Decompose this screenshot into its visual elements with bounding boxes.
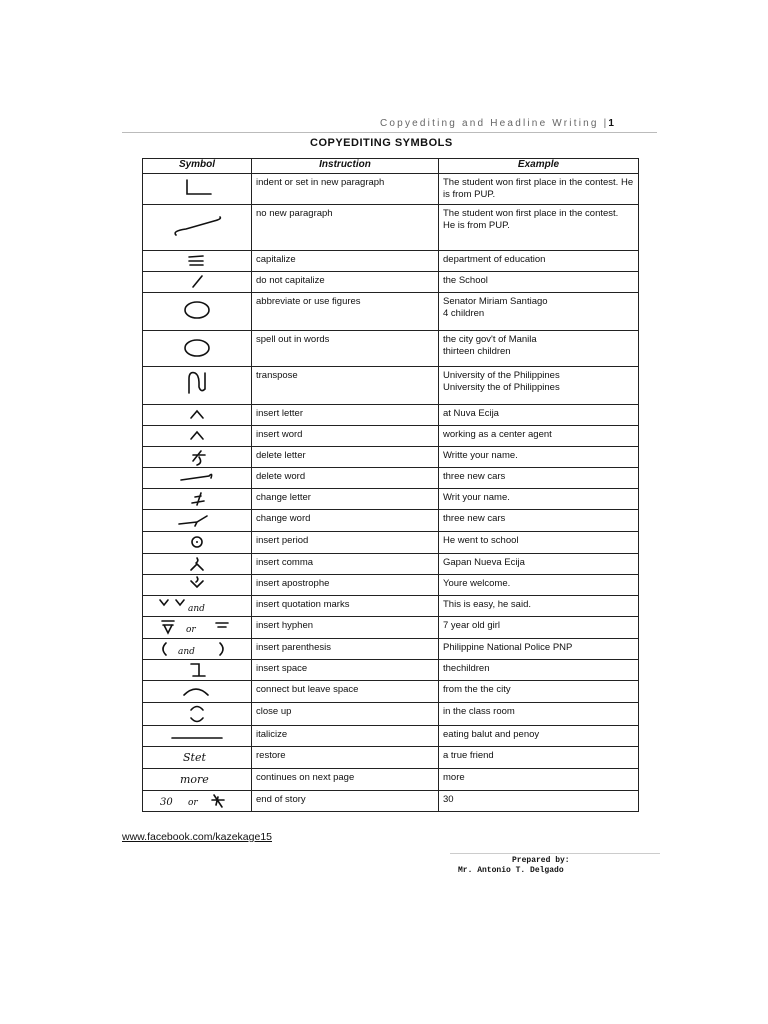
table-row xyxy=(143,405,639,426)
table-row xyxy=(143,726,639,747)
instruction-cell: change letter xyxy=(252,489,439,510)
table-row xyxy=(143,747,639,769)
example-text: This is easy, he said. xyxy=(443,599,532,610)
example-text: working as a center agent xyxy=(443,429,552,440)
underline-icon xyxy=(143,726,252,747)
example-cell xyxy=(439,554,639,575)
parenthesis-marks-icon xyxy=(143,639,252,660)
hyphen-marks-icon xyxy=(143,617,252,639)
example-cell xyxy=(439,293,639,331)
table-row xyxy=(143,510,639,532)
example-text: in the class room xyxy=(443,706,515,717)
instruction-cell: insert space xyxy=(252,660,439,681)
table-row xyxy=(143,554,639,575)
example-text: 30 xyxy=(443,794,454,805)
example-cell xyxy=(439,489,639,510)
example-text: the School xyxy=(443,275,488,286)
table-row xyxy=(143,617,639,639)
table-row xyxy=(143,681,639,703)
quote-marks-icon xyxy=(143,596,252,617)
author-name: Mr. Antonio T. Delgado xyxy=(458,866,564,875)
table-row xyxy=(143,575,639,596)
instruction-cell: spell out in words xyxy=(252,331,439,367)
example-cell xyxy=(439,747,639,769)
example-text: University of the Philippines University the of Philippines xyxy=(443,370,560,393)
page-header xyxy=(380,118,614,129)
instruction-cell: delete letter xyxy=(252,447,439,468)
prepared-by-label: Prepared by: xyxy=(512,856,570,865)
header-example: Example xyxy=(439,159,639,174)
example-cell xyxy=(439,272,639,293)
instruction-cell: italicize xyxy=(252,726,439,747)
instruction-cell: insert period xyxy=(252,532,439,554)
end-mark-icon xyxy=(143,791,252,812)
instruction-cell: indent or set in new paragraph xyxy=(252,174,439,205)
example-cell xyxy=(439,367,639,405)
oval-icon xyxy=(143,293,252,331)
prepared-rule xyxy=(450,853,660,854)
example-text: The student won first place in the contest. He is from PUP. xyxy=(443,177,634,200)
table-row xyxy=(143,639,639,660)
example-cell xyxy=(439,405,639,426)
example-cell xyxy=(439,617,639,639)
instruction-cell: connect but leave space xyxy=(252,681,439,703)
page-number: 1 xyxy=(608,118,614,129)
header-instruction: Instruction xyxy=(252,159,439,174)
table-row xyxy=(143,251,639,272)
instruction-cell: transpose xyxy=(252,367,439,405)
example-cell xyxy=(439,532,639,554)
example-text: The student won first place in the contest. He is from PUP. xyxy=(443,208,619,231)
example-text: the city gov't of Manila thirteen children xyxy=(443,334,537,357)
instruction-cell: delete word xyxy=(252,468,439,489)
table-row xyxy=(143,331,639,367)
close-up-icon xyxy=(143,703,252,726)
svg-text:or: or xyxy=(186,625,196,635)
header-symbol: Symbol xyxy=(143,159,252,174)
table-row xyxy=(143,660,639,681)
table-row xyxy=(143,489,639,510)
table-header-row xyxy=(143,159,639,174)
table-row xyxy=(143,205,639,251)
example-text: 7 year old girl xyxy=(443,620,501,631)
table-row xyxy=(143,426,639,447)
example-cell xyxy=(439,575,639,596)
example-cell xyxy=(439,769,639,791)
header-text: Copyediting and Headline Writing | xyxy=(380,118,609,129)
instruction-cell: insert parenthesis xyxy=(252,639,439,660)
instruction-cell: do not capitalize xyxy=(252,272,439,293)
example-cell xyxy=(439,726,639,747)
example-text: Gapan Nueva Ecija xyxy=(443,557,525,568)
strike-loop-icon xyxy=(143,468,252,489)
example-text: Senator Miriam Santiago 4 children xyxy=(443,296,548,319)
example-cell xyxy=(439,251,639,272)
example-text: eating balut and penoy xyxy=(443,729,540,740)
table-row xyxy=(143,791,639,812)
circled-dot-icon xyxy=(143,532,252,554)
table-row xyxy=(143,769,639,791)
example-text: three new cars xyxy=(443,513,506,524)
example-cell xyxy=(439,681,639,703)
transpose-icon xyxy=(143,367,252,405)
example-text: Youre welcome. xyxy=(443,578,511,589)
table-row xyxy=(143,293,639,331)
instruction-cell: close up xyxy=(252,703,439,726)
symbols-table xyxy=(142,158,639,812)
instruction-cell: insert hyphen xyxy=(252,617,439,639)
page-title: COPYEDITING SYMBOLS xyxy=(310,137,453,149)
example-cell xyxy=(439,174,639,205)
instruction-cell: change word xyxy=(252,510,439,532)
delete-loop-icon xyxy=(143,447,252,468)
example-cell xyxy=(439,660,639,681)
oval-icon xyxy=(143,331,252,367)
svg-text:and: and xyxy=(188,604,205,614)
example-cell xyxy=(439,639,639,660)
svg-text:30: 30 xyxy=(160,797,173,808)
instruction-cell: continues on next page xyxy=(252,769,439,791)
table-row xyxy=(143,468,639,489)
table-row xyxy=(143,596,639,617)
example-text: Writ your name. xyxy=(443,492,510,503)
table-row xyxy=(143,532,639,554)
instruction-cell: restore xyxy=(252,747,439,769)
header-rule xyxy=(122,132,657,133)
instruction-cell: end of story xyxy=(252,791,439,812)
example-text: from the the city xyxy=(443,684,511,695)
example-cell xyxy=(439,205,639,251)
caret-icon xyxy=(143,405,252,426)
instruction-cell: insert letter xyxy=(252,405,439,426)
example-cell xyxy=(439,510,639,532)
example-text: He went to school xyxy=(443,535,519,546)
no-paragraph-line-icon xyxy=(143,205,252,251)
example-cell xyxy=(439,703,639,726)
example-text: three new cars xyxy=(443,471,506,482)
instruction-cell: abbreviate or use figures xyxy=(252,293,439,331)
triple-underline-icon xyxy=(143,251,252,272)
instruction-cell: insert apostrophe xyxy=(252,575,439,596)
comma-caret-icon xyxy=(143,554,252,575)
example-cell xyxy=(439,468,639,489)
table-row xyxy=(143,703,639,726)
example-text: a true friend xyxy=(443,750,494,761)
instruction-cell: no new paragraph xyxy=(252,205,439,251)
arc-icon xyxy=(143,681,252,703)
svg-text:more: more xyxy=(180,773,209,786)
more-icon xyxy=(143,769,252,791)
apostrophe-caret-icon xyxy=(143,575,252,596)
example-text: Philippine National Police PNP xyxy=(443,642,573,653)
example-cell xyxy=(439,426,639,447)
svg-text:or: or xyxy=(188,798,198,808)
table-row xyxy=(143,174,639,205)
example-cell xyxy=(439,331,639,367)
indent-mark-icon xyxy=(143,174,252,205)
example-cell xyxy=(439,447,639,468)
svg-text:and: and xyxy=(178,647,195,657)
stet-icon xyxy=(143,747,252,769)
table-row xyxy=(143,367,639,405)
example-cell xyxy=(439,596,639,617)
slash-icon xyxy=(143,272,252,293)
space-mark-icon xyxy=(143,660,252,681)
example-text: Writte your name. xyxy=(443,450,518,461)
change-word-icon xyxy=(143,510,252,532)
instruction-cell: capitalize xyxy=(252,251,439,272)
instruction-cell: insert comma xyxy=(252,554,439,575)
table-row xyxy=(143,272,639,293)
facebook-link[interactable]: www.facebook.com/kazekage15 xyxy=(122,831,272,843)
example-cell xyxy=(439,791,639,812)
table-body xyxy=(143,174,639,812)
instruction-cell: insert word xyxy=(252,426,439,447)
table-row xyxy=(143,447,639,468)
svg-text:Stet: Stet xyxy=(183,751,206,764)
instruction-cell: insert quotation marks xyxy=(252,596,439,617)
change-letter-icon xyxy=(143,489,252,510)
example-text: department of education xyxy=(443,254,546,265)
example-text: thechildren xyxy=(443,663,490,674)
example-text: more xyxy=(443,772,465,783)
caret-icon xyxy=(143,426,252,447)
example-text: at Nuva Ecija xyxy=(443,408,499,419)
